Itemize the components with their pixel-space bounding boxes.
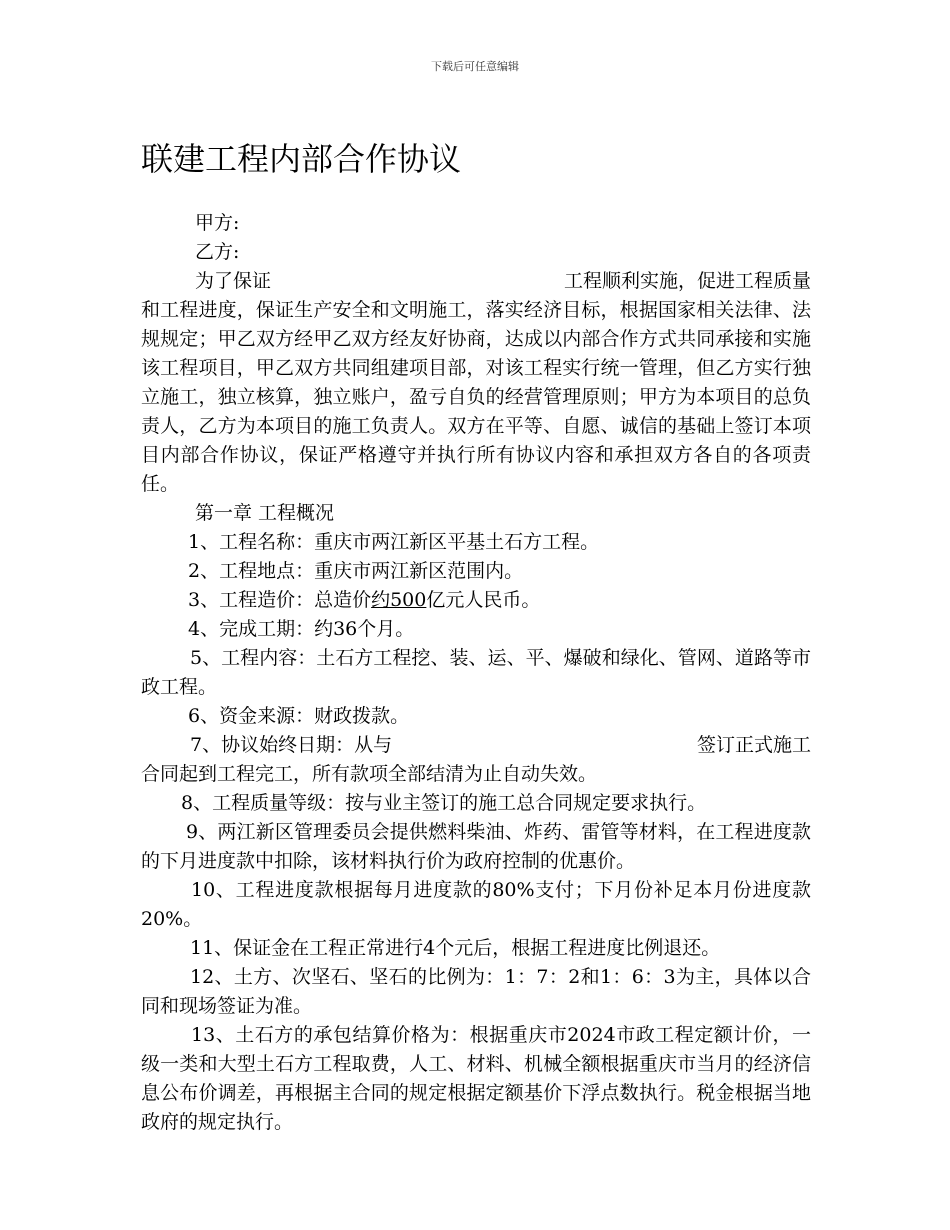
item-1: 1、工程名称：重庆市两江新区平基土石方工程。 xyxy=(188,531,600,553)
item-2: 2、工程地点：重庆市两江新区范围内。 xyxy=(188,560,524,582)
item-7-first-line xyxy=(141,731,811,760)
item-7-lead: 7、协议始终日期：从与 xyxy=(190,734,393,756)
item-13: 13、土石方的承包结算价格为：根据重庆市2024市政工程定额计价，一级一类和大型土石方工程取费，人工、材料、机械全额根据重庆市当月的经济信息公布价调差，再根据主合同的规定根据定额基价下浮点数执行。税金根据当地政府的规定执行。 xyxy=(141,1024,811,1133)
item-12: 12、土方、次坚石、坚石的比例为：1：7：2和1：6：3为主，具体以合同和现场签证为准。 xyxy=(141,966,811,1017)
party-a-line: 甲方: xyxy=(195,212,240,234)
item-3-prefix: 3、工程造价：总造价 xyxy=(188,589,372,611)
item-7-rest: 合同起到工程完工，所有款项全部结清为止自动失效。 xyxy=(141,763,598,785)
item-3 xyxy=(141,586,811,615)
preamble-paragraph: 和工程进度，保证生产安全和文明施工，落实经济目标，根据国家相关法律、法规规定；甲乙双方经甲乙双方经友好协商，达成以内部合作方式共同承接和实施该工程项目，甲乙双方共同组建项目部，对该工程实行统一管理，但乙方实行独立施工，独立核算，独立账户，盈亏自负的经营管理原则；甲方为本项目的总负责人，乙方为本项目的施工负责人。双方在平等、自愿、诚信的基础上签订本项目内部合作协议，保证严格遵守并执行所有协议内容和承担双方各自的各项责任。 xyxy=(141,299,811,495)
item-4: 4、完成工期：约36个月。 xyxy=(188,618,415,640)
document-body xyxy=(141,209,811,1137)
document-title: 联建工程内部合作协议 xyxy=(141,140,462,178)
party-b-line: 乙方: xyxy=(195,241,240,263)
item-7-tail: 签订正式施工 xyxy=(696,734,811,756)
item-6: 6、资金来源：财政拨款。 xyxy=(188,705,410,727)
chapter-heading: 第一章 工程概况 xyxy=(195,502,335,524)
item-5: 5、工程内容：土石方工程挖、装、运、平、爆破和绿化、管网、道路等市政工程。 xyxy=(141,647,811,698)
preamble-lead: 为了保证 xyxy=(195,270,272,292)
preamble-lead-tail: 工程顺利实施，促进工程质量 xyxy=(563,270,811,292)
page-header-note: 下载后可任意编辑 xyxy=(431,60,519,73)
item-11: 11、保证金在工程正常进行4个元后，根据工程进度比例退还。 xyxy=(190,937,721,959)
item-3-amount: 约500 xyxy=(371,589,427,611)
item-3-suffix: 亿元人民币。 xyxy=(426,589,541,611)
item-9: 9、两江新区管理委员会提供燃料柴油、炸药、雷管等材料，在工程进度款的下月进度款中扣除，该材料执行价为政府控制的优惠价。 xyxy=(141,821,811,872)
preamble-first-line xyxy=(141,267,811,296)
item-10: 10、工程进度款根据每月进度款的80%支付；下月份补足本月份进度款20%。 xyxy=(141,879,811,930)
item-8: 8、工程质量等级：按与业主签订的施工总合同规定要求执行。 xyxy=(181,792,707,814)
